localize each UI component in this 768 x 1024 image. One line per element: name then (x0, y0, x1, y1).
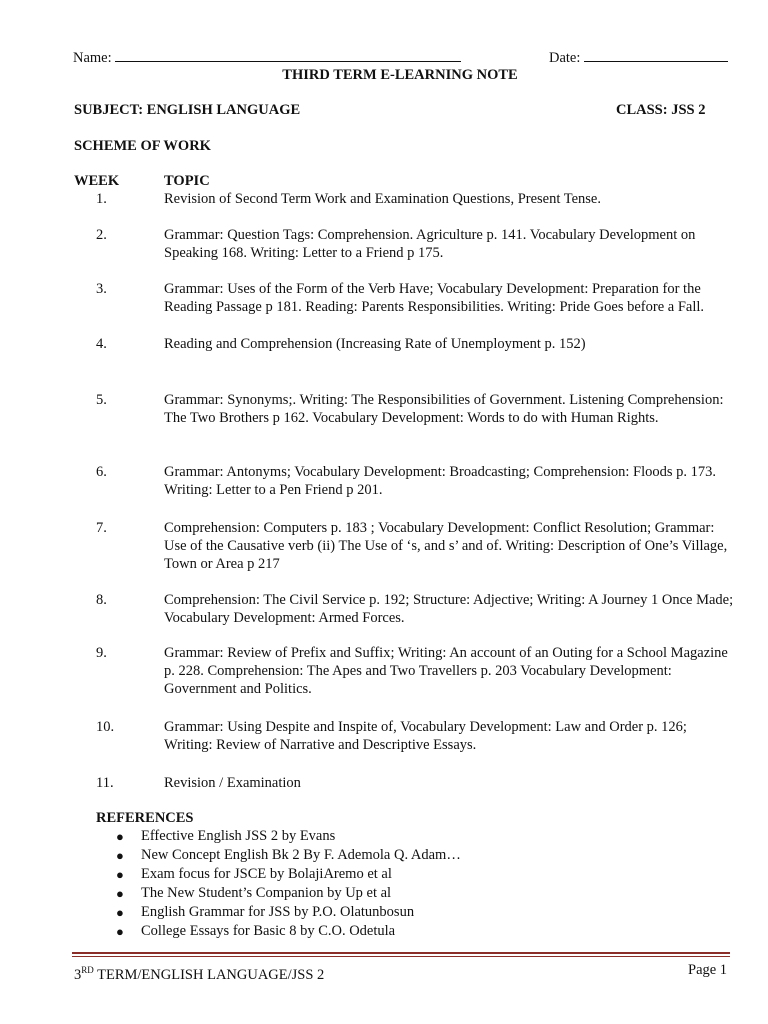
week-number: 9. (96, 645, 107, 661)
week-topic: Grammar: Question Tags: Comprehension. Agriculture p. 141. Vocabulary Development on Speaking 168. Writing: Letter to a Friend p 175. (164, 227, 696, 261)
document-title: THIRD TERM E-LEARNING NOTE (282, 67, 518, 83)
name-label: Name: (73, 50, 112, 66)
bullet-icon: ● (116, 867, 124, 882)
week-number: 2. (96, 227, 107, 243)
week-topic: Grammar: Review of Prefix and Suffix; Writing: An account of an Outing for a School Magazine p. 228. Comprehension: The Apes and Two Travellers p. 203 Vocabulary Development: Government and Politics. (164, 645, 728, 697)
reference-item (96, 922, 461, 941)
reference-text: English Grammar for JSS by P.O. Olatunbosun (141, 904, 415, 920)
footer-term-sup: RD (81, 965, 94, 975)
week-topic: Grammar: Antonyms; Vocabulary Development: Broadcasting; Comprehension: Floods p. 173. Writing: Letter to a Pen Friend p 201. (164, 464, 717, 498)
footer-rule-thick (72, 952, 730, 954)
week-number: 7. (96, 520, 107, 536)
page-number: Page 1 (688, 962, 728, 978)
week-number: 5. (96, 392, 107, 408)
week-topic: Comprehension: The Civil Service p. 192; Structure: Adjective; Writing: A Journey 1 Once Made; Vocabulary Development: Armed Forces. (164, 592, 734, 626)
week-number: 6. (96, 464, 107, 480)
week-number: 8. (96, 592, 107, 608)
date-field (549, 47, 728, 67)
reference-text: College Essays for Basic 8 by C.O. Odetula (141, 923, 396, 939)
week-topic: Reading and Comprehension (Increasing Rate of Unemployment p. 152) (164, 336, 586, 352)
week-topic: Comprehension: Computers p. 183 ; Vocabulary Development: Conflict Resolution; Grammar: Use of the Causative verb (ii) The Use of ‘s, and s’ and of. Writing: Description of One’s Village, Town or Area p 217 (164, 520, 728, 572)
week-number: 11. (96, 775, 114, 791)
reference-item (96, 903, 461, 922)
reference-text: The New Student’s Companion by Up et al (141, 885, 392, 901)
class-heading: CLASS: JSS 2 (616, 102, 706, 118)
references-heading: REFERENCES (96, 810, 194, 826)
week-number: 1. (96, 191, 107, 207)
bullet-icon: ● (116, 886, 124, 901)
name-field (73, 47, 461, 67)
subject-heading: SUBJECT: ENGLISH LANGUAGE (74, 102, 301, 118)
name-blank-line (115, 47, 461, 62)
reference-text: New Concept English Bk 2 By F. Ademola Q. Adam… (141, 847, 461, 863)
topic-column-header: TOPIC (164, 173, 210, 189)
week-topic: Revision of Second Term Work and Examination Questions, Present Tense. (164, 191, 601, 207)
date-blank-line (584, 47, 728, 62)
date-label: Date: (549, 50, 581, 66)
reference-text: Effective English JSS 2 by Evans (141, 828, 336, 844)
week-topic: Grammar: Using Despite and Inspite of, Vocabulary Development: Law and Order p. 126; Writing: Review of Narrative and Descriptive Essays. (164, 719, 687, 753)
bullet-icon: ● (116, 848, 124, 863)
footer-rule-thin (72, 956, 730, 957)
bullet-icon: ● (116, 829, 124, 844)
week-topic: Grammar: Uses of the Form of the Verb Have; Vocabulary Development: Preparation for the Reading Passage p 181. Reading: Parents Responsibilities. Writing: Pride Goes before a Fall. (164, 281, 704, 315)
week-number: 3. (96, 281, 107, 297)
reference-item (96, 827, 461, 846)
week-column-header: WEEK (74, 173, 120, 189)
reference-item (96, 865, 461, 884)
footer-term-number: 3 (74, 967, 82, 983)
week-number: 10. (96, 719, 115, 735)
bullet-icon: ● (116, 905, 124, 920)
reference-text: Exam focus for JSCE by BolajiAremo et al (141, 866, 392, 882)
footer-term (74, 961, 324, 984)
scheme-heading: SCHEME OF WORK (74, 138, 211, 154)
week-topic: Grammar: Synonyms;. Writing: The Responsibilities of Government. Listening Comprehension: The Two Brothers p 162. Vocabulary Development: Words to do with Human Rights. (164, 392, 724, 426)
week-number: 4. (96, 336, 107, 352)
reference-item (96, 846, 461, 865)
references-list (96, 827, 461, 941)
reference-item (96, 884, 461, 903)
footer-term-text: TERM/ENGLISH LANGUAGE/JSS 2 (93, 967, 325, 983)
week-topic: Revision / Examination (164, 775, 301, 791)
bullet-icon: ● (116, 924, 124, 939)
